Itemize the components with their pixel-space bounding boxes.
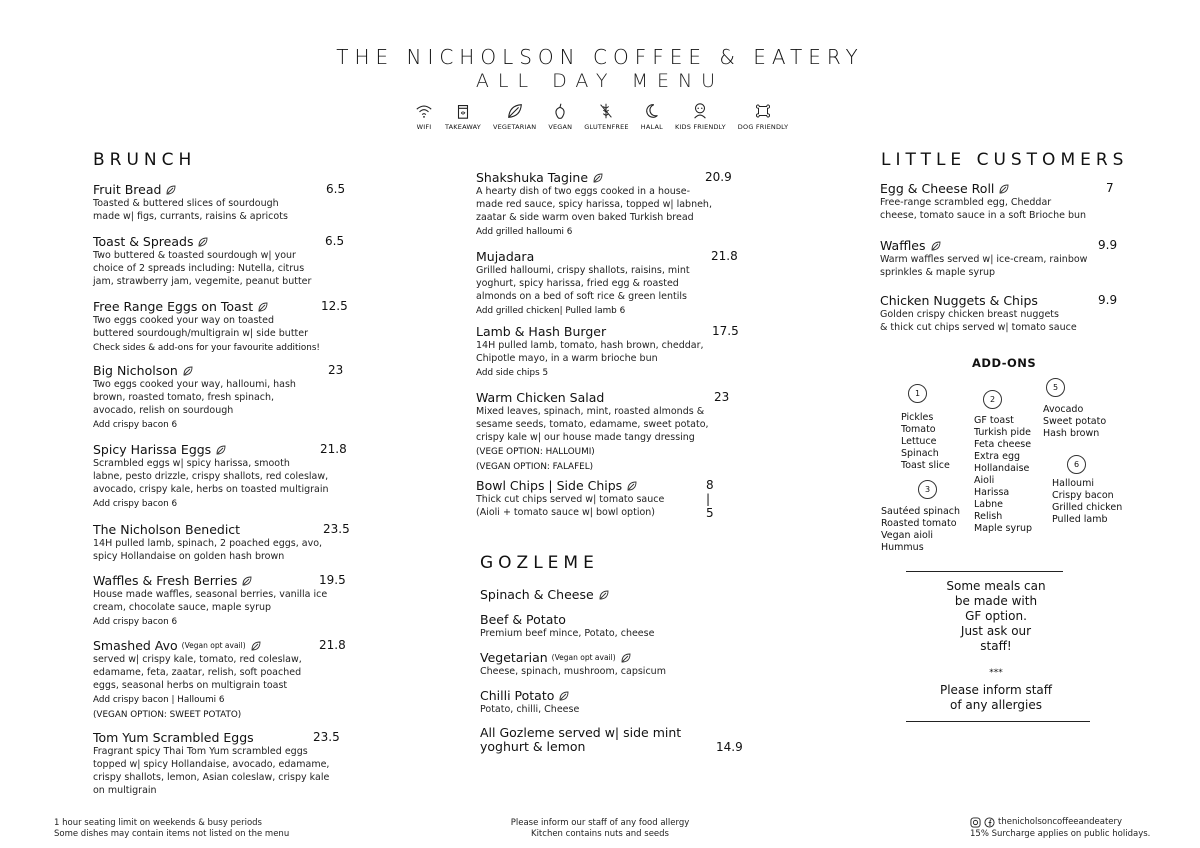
item-name: Shakshuka Tagine	[476, 170, 589, 185]
brunch-item	[93, 299, 348, 355]
kids-item	[880, 238, 1118, 279]
item-name-row	[93, 442, 329, 457]
gozleme-item	[480, 587, 610, 602]
wifi-icon	[415, 102, 433, 120]
addon-group-2-list: GF toast Turkish pide Feta cheese Extra egg Hollandaise Aioli Harissa Labne Relish Maple syrup	[974, 415, 1033, 534]
item-price: 19.5	[319, 573, 346, 587]
item-name-row	[93, 573, 327, 588]
vegetarian-icon	[620, 652, 632, 664]
item-name: Egg & Cheese Roll	[880, 181, 995, 196]
item-price: 23.5	[323, 522, 350, 536]
item-name-row	[480, 650, 666, 665]
item-description: 14H pulled lamb, tomato, hash brown, cheddar, Chipotle mayo, in a warm brioche bun	[476, 340, 704, 364]
item-description: Mixed leaves, spinach, mint, roasted almonds & sesame seeds, tomato, edamame, sweet potato, crispy kale w| our house made tangy dressing	[476, 406, 709, 443]
gozleme-heading: GOZLEME	[480, 553, 599, 573]
gozleme-served-note: All Gozleme served w| side mint yoghurt & lemon	[480, 725, 682, 754]
item-name: Lamb & Hash Burger	[476, 324, 607, 339]
item-price: 17.5	[712, 324, 739, 338]
addon-group-3-list: Sautéed spinach Roasted tomato Vegan aioli Hummus	[881, 506, 961, 553]
item-price: 23	[714, 390, 730, 404]
item-description: Two buttered & toasted sourdough w| your choice of 2 spreads including: Nutella, citrus jam, strawberry jam, vegemite, peanut butter	[93, 250, 312, 287]
item-name-row	[93, 522, 322, 537]
addon-group-5-badge: 5	[1046, 378, 1065, 397]
item-name: Big Nicholson	[93, 363, 178, 378]
menu-subtitle: ALL DAY MENU	[475, 70, 725, 92]
item-name: Mujadara	[476, 249, 535, 264]
item-tag: (Vegan opt avail)	[181, 641, 246, 650]
item-name-row	[476, 478, 664, 493]
item-price: 6.5	[326, 182, 346, 196]
item-description: Two eggs cooked your way on toasted buttered sourdough/multigrain w| side butter	[93, 315, 309, 339]
item-name-row	[93, 299, 320, 314]
item-tag: (Vegan opt avail)	[551, 653, 616, 662]
vegetarian-icon	[182, 365, 194, 377]
footer-seating-note: 1 hour seating limit on weekends & busy periods Some dishes may contain items not listed on the menu	[54, 818, 290, 839]
item-name: Free Range Eggs on Toast	[93, 299, 254, 314]
vegetarian-icon	[257, 301, 269, 313]
item-addon-note: Add grilled chicken| Pulled lamb 6	[476, 306, 626, 316]
addon-group-1-badge: 1	[908, 384, 927, 403]
item-name-row	[880, 238, 1087, 253]
item-addon-note: Add side chips 5	[476, 368, 549, 378]
item-name-row	[480, 587, 610, 602]
item-name: Vegetarian	[480, 650, 548, 665]
main-item	[476, 249, 738, 318]
main-item	[476, 390, 730, 474]
glutenfree-icon	[597, 102, 615, 120]
item-description: House made waffles, seasonal berries, vanilla ice cream, chocolate sauce, maple syrup	[93, 589, 328, 613]
vegetarian-icon	[165, 184, 177, 196]
brunch-item	[93, 730, 340, 797]
vegan-icon	[551, 102, 569, 120]
addon-group-6-badge: 6	[1067, 455, 1086, 474]
item-price: 9.9	[1098, 293, 1118, 307]
item-name: Fruit Bread	[93, 182, 162, 197]
item-name: The Nicholson Benedict	[93, 522, 241, 537]
gozleme-item	[480, 688, 579, 716]
item-name-row	[93, 182, 288, 197]
legend-vegan: VEGAN	[548, 102, 572, 131]
item-addon-note: Add crispy bacon | Halloumi 6	[93, 695, 225, 705]
item-addon-note: Add crispy bacon 6	[93, 420, 178, 430]
item-name-row	[480, 612, 654, 627]
gozleme-price: 14.9	[716, 740, 743, 754]
footer-social: thenicholsoncoffeeandeatery	[970, 817, 1122, 828]
item-addon-note: Add crispy bacon 6	[93, 499, 178, 509]
item-name-row	[476, 170, 712, 185]
note-stars: ***	[989, 668, 1003, 678]
addon-group-3-badge: 3	[918, 480, 937, 499]
vegetarian-icon	[241, 575, 253, 587]
legend-glutenfree: GLUTENFREE	[584, 102, 629, 131]
item-name: Toast & Spreads	[93, 234, 194, 249]
item-description: Fragrant spicy Thai Tom Yum scrambled eggs topped w| spicy Hollandaise, avocado, edamame, crispy shallots, lemon, Asian coleslaw, crispy kale on multigrain	[93, 746, 330, 796]
legend-vegetarian: VEGETARIAN	[493, 102, 536, 131]
legend-halal: HALAL	[641, 102, 663, 131]
vegetarian-icon	[506, 102, 524, 120]
brunch-item	[93, 182, 346, 223]
item-price: 8 | 5	[706, 478, 714, 520]
item-name-row	[476, 324, 704, 339]
item-description: Premium beef mince, Potato, cheese	[480, 628, 655, 639]
item-name-row	[480, 688, 579, 703]
item-description: A hearty dish of two eggs cooked in a house- made red sauce, spicy harissa, topped w| labneh, zaatar & side warm oven baked Turkish bread	[476, 186, 712, 223]
item-name-row	[93, 363, 296, 378]
vegetarian-icon	[930, 240, 942, 252]
vegetarian-icon	[197, 236, 209, 248]
brunch-item	[93, 363, 344, 432]
item-name-row	[880, 293, 1077, 308]
little-customers-heading: LITTLE CUSTOMERS	[881, 150, 1129, 170]
item-description: Scrambled eggs w| spicy harissa, smooth labne, pesto drizzle, crispy shallots, red coleslaw, avocado, crispy kale, herbs on toasted multigrain	[93, 458, 329, 495]
item-name-row	[93, 638, 302, 653]
main-item	[476, 170, 732, 239]
item-price: 9.9	[1098, 238, 1118, 252]
item-name-row	[476, 249, 690, 264]
item-name-row	[880, 181, 1086, 196]
item-price: 23	[328, 363, 344, 377]
item-name: Spicy Harissa Eggs	[93, 442, 212, 457]
halal-icon	[643, 102, 661, 120]
brunch-item	[93, 638, 346, 722]
main-item	[476, 324, 739, 380]
item-price: 6.5	[325, 234, 345, 248]
main-item	[476, 478, 714, 520]
brunch-item	[93, 573, 346, 629]
kids-friendly-icon	[691, 102, 709, 120]
item-name: Waffles	[880, 238, 926, 253]
instagram-icon	[970, 817, 981, 828]
item-name: Chilli Potato	[480, 688, 555, 703]
gf-note: Some meals can be made with GF option. Just ask our staff!	[946, 579, 1046, 653]
item-description: Toasted & buttered slices of sourdough made w| figs, currants, raisins & apricots	[93, 198, 288, 222]
item-description: Warm waffles served w| ice-cream, rainbow sprinkles & maple syrup	[880, 254, 1088, 278]
item-price: 21.8	[319, 638, 346, 652]
item-addon-note: Check sides & add-ons for your favourite additions!	[93, 343, 320, 353]
item-name-row	[93, 730, 329, 745]
vegetarian-icon	[250, 640, 262, 652]
item-description: Thick cut chips served w| tomato sauce (Aioli + tomato sauce w| bowl option)	[476, 494, 665, 518]
vegetarian-icon	[998, 183, 1010, 195]
item-price: 21.8	[320, 442, 347, 456]
item-price: 21.8	[711, 249, 738, 263]
addon-group-6-list: Halloumi Crispy bacon Grilled chicken Pulled lamb	[1052, 478, 1123, 525]
kids-item	[880, 293, 1118, 334]
item-name: Smashed Avo	[93, 638, 178, 653]
footer-allergy-note: Please inform our staff of any food allergy Kitchen contains nuts and seeds	[510, 818, 690, 839]
item-name: Beef & Potato	[480, 612, 566, 627]
legend-kids-friendly: KIDS FRIENDLY	[675, 102, 726, 131]
item-description: Free-range scrambled egg, Cheddar cheese, tomato sauce in a soft Brioche bun	[880, 197, 1087, 221]
facebook-icon	[984, 817, 995, 828]
item-description: Golden crispy chicken breast nuggets & thick cut chips served w| tomato sauce	[880, 309, 1077, 333]
note-divider-top	[906, 571, 1063, 572]
legend-wifi: WIFI	[415, 102, 433, 131]
item-name: Spinach & Cheese	[480, 587, 594, 602]
brunch-item	[93, 442, 347, 511]
dog-friendly-icon	[754, 102, 772, 120]
gozleme-item	[480, 650, 666, 678]
footer-surcharge-note: 15% Surcharge applies on public holidays.	[970, 829, 1151, 839]
legend-dog-friendly: DOG FRIENDLY	[738, 102, 789, 131]
addon-group-2-badge: 2	[983, 390, 1002, 409]
vegetarian-icon	[598, 589, 610, 601]
item-name: Chicken Nuggets & Chips	[880, 293, 1038, 308]
item-price: 12.5	[321, 299, 348, 313]
item-description: Cheese, spinach, mushroom, capsicum	[480, 666, 666, 677]
kids-item	[880, 181, 1114, 222]
menu-title: THE NICHOLSON COFFEE & EATERY	[336, 45, 864, 69]
item-addon-note: (VEGAN OPTION: SWEET POTATO)	[93, 710, 242, 720]
item-description: Potato, chilli, Cheese	[480, 704, 580, 715]
addon-group-5-list: Avocado Sweet potato Hash brown	[1043, 404, 1107, 439]
vegetarian-icon	[215, 444, 227, 456]
item-name: Warm Chicken Salad	[476, 390, 605, 405]
dietary-icon-legend	[415, 102, 800, 131]
addons-heading: ADD-ONS	[972, 356, 1037, 370]
gozleme-item	[480, 612, 654, 640]
brunch-heading: BRUNCH	[93, 150, 197, 170]
item-addon-note: Add crispy bacon 6	[93, 617, 178, 627]
allergy-note: Please inform staff of any allergies	[939, 683, 1053, 712]
item-name-row	[93, 234, 311, 249]
item-addon-note: (VEGAN OPTION: FALAFEL)	[476, 462, 594, 472]
vegetarian-icon	[626, 480, 638, 492]
item-addon-note: Add grilled halloumi 6	[476, 227, 573, 237]
addon-group-1-list: Pickles Tomato Lettuce Spinach Toast slice	[901, 412, 950, 471]
item-price: 7	[1106, 181, 1114, 195]
takeaway-icon	[454, 102, 472, 120]
item-description: 14H pulled lamb, spinach, 2 poached eggs, avo, spicy Hollandaise on golden hash brown	[93, 538, 323, 562]
item-price: 23.5	[313, 730, 340, 744]
item-name: Waffles & Fresh Berries	[93, 573, 238, 588]
item-description: Two eggs cooked your way, halloumi, hash brown, roasted tomato, fresh spinach, avocado, relish on sourdough	[93, 379, 296, 416]
item-name-row	[476, 390, 709, 405]
note-divider-bottom	[906, 721, 1090, 722]
vegetarian-icon	[558, 690, 570, 702]
item-description: Grilled halloumi, crispy shallots, raisins, mint yoghurt, spicy harissa, fried egg & roasted almonds on a bed of soft rice & green lentils	[476, 265, 690, 302]
vegetarian-icon	[592, 172, 604, 184]
item-name: Tom Yum Scrambled Eggs	[93, 730, 254, 745]
item-addon-note: (VEGE OPTION: HALLOUMI)	[476, 447, 595, 457]
item-price: 20.9	[705, 170, 732, 184]
item-name: Bowl Chips | Side Chips	[476, 478, 623, 493]
brunch-item	[93, 234, 345, 288]
item-description: served w| crispy kale, tomato, red coleslaw, edamame, feta, zaatar, relish, soft poached eggs, seasonal herbs on multigrain toast	[93, 654, 302, 691]
legend-takeaway: TAKEAWAY	[445, 102, 481, 131]
brunch-item	[93, 522, 350, 563]
